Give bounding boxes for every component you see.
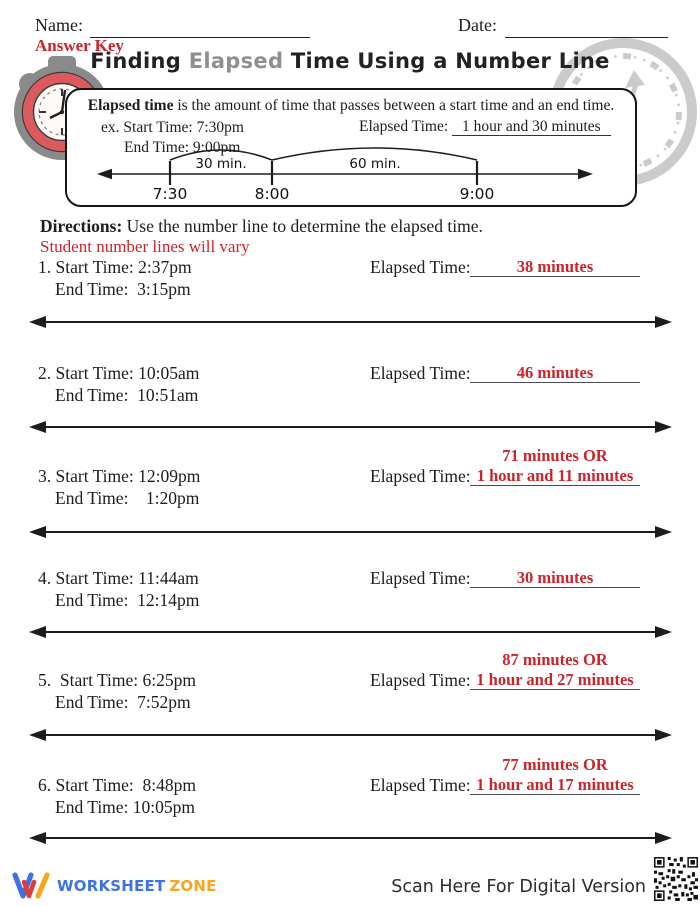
example-elapsed-answer: 1 hour and 30 minutes	[452, 118, 611, 136]
number-line	[46, 734, 655, 736]
problem-start-time: 2. Start Time: 10:05am	[38, 363, 200, 383]
answer-alternate-text: 71 minutes OR	[502, 446, 608, 465]
title-word-rest: Time Using a Number Line	[283, 49, 610, 73]
elapsed-time-label: Elapsed Time:	[370, 257, 471, 277]
date-label: Date:	[458, 15, 497, 35]
brand-word-worksheet: WORKSHEET	[57, 876, 166, 895]
problem-end-time: End Time: 10:51am	[55, 385, 199, 405]
scan-here-label: Scan Here For Digital Version	[391, 877, 646, 897]
directions-text	[40, 216, 483, 237]
tick-label-730: 7:30	[152, 185, 188, 201]
worksheetzone-logo-text	[57, 877, 217, 895]
brand-word-zone: ZONE	[169, 876, 217, 895]
worksheetzone-logo-icon	[12, 872, 50, 899]
problem-end-time: End Time: 1:20pm	[55, 488, 200, 508]
example-number-line	[85, 143, 625, 201]
answer-text: 1 hour and 11 minutes	[476, 466, 634, 485]
worksheetzone-logo	[12, 872, 217, 899]
problem-start-time: 4. Start Time: 11:44am	[38, 568, 199, 588]
date-blank-line	[505, 37, 668, 38]
tick-label-800: 8:00	[254, 185, 290, 201]
right-arrowhead	[578, 169, 593, 179]
segment-label-60min: 60 min.	[349, 156, 401, 172]
answer-alternate-text: 77 minutes OR	[502, 755, 608, 774]
problem-end-time: End Time: 3:15pm	[55, 279, 191, 299]
number-line	[46, 531, 655, 533]
title-word-finding: Finding	[90, 49, 189, 73]
example-box	[65, 88, 637, 207]
answer-text: 38 minutes	[516, 257, 594, 276]
example-elapsed	[359, 118, 611, 136]
problem-end-time: End Time: 12:14pm	[55, 590, 200, 610]
definition-text: is the amount of time that passes between a start time and an end time.	[173, 97, 615, 114]
answer-alternate-text: 87 minutes OR	[502, 650, 608, 669]
elapsed-time-label: Elapsed Time:	[370, 466, 471, 486]
number-line	[46, 426, 655, 428]
answer-text: 30 minutes	[516, 568, 594, 587]
example-elapsed-label: Elapsed Time:	[359, 118, 449, 135]
example-start-time	[101, 118, 244, 138]
problem-start-time: 6. Start Time: 8:48pm	[38, 775, 197, 795]
directions-body: Use the number line to determine the elapsed time.	[122, 216, 483, 236]
problem-start-time: 5. Start Time: 6:25pm	[38, 670, 197, 690]
elapsed-time-label: Elapsed Time:	[370, 670, 471, 690]
problem-start-time: 1. Start Time: 2:37pm	[38, 257, 192, 277]
qr-code	[654, 857, 698, 901]
number-line	[46, 321, 655, 323]
number-line	[46, 631, 655, 633]
example-prefix: ex.	[101, 119, 120, 136]
title-word-elapsed: Elapsed	[188, 49, 284, 73]
answer-text: 1 hour and 17 minutes	[476, 775, 634, 794]
segment-label-30min: 30 min.	[195, 156, 247, 172]
example-start-text: Start Time: 7:30pm	[123, 119, 244, 136]
problem-start-time: 3. Start Time: 12:09pm	[38, 466, 201, 486]
problem-end-time: End Time: 7:52pm	[55, 692, 191, 712]
page-title	[0, 49, 700, 73]
problem-end-time: End Time: 10:05pm	[55, 797, 196, 817]
answer-text: 46 minutes	[516, 363, 594, 382]
directions-label: Directions:	[40, 216, 123, 236]
tick-label-900: 9:00	[459, 185, 495, 201]
answer-text: 1 hour and 27 minutes	[476, 670, 634, 689]
number-line	[46, 837, 655, 839]
name-label: Name:	[35, 15, 83, 35]
elapsed-time-label: Elapsed Time:	[370, 568, 471, 588]
elapsed-time-label: Elapsed Time:	[370, 775, 471, 795]
example-end-time: End Time: 9:00pm	[124, 139, 241, 156]
definition-term: Elapsed time	[87, 97, 174, 114]
answer-key-label: Answer Key	[35, 36, 124, 55]
elapsed-time-definition	[67, 97, 635, 115]
left-arrowhead	[97, 169, 112, 179]
answer-key-note: Student number lines will vary	[40, 237, 250, 256]
elapsed-time-label: Elapsed Time:	[370, 363, 471, 383]
